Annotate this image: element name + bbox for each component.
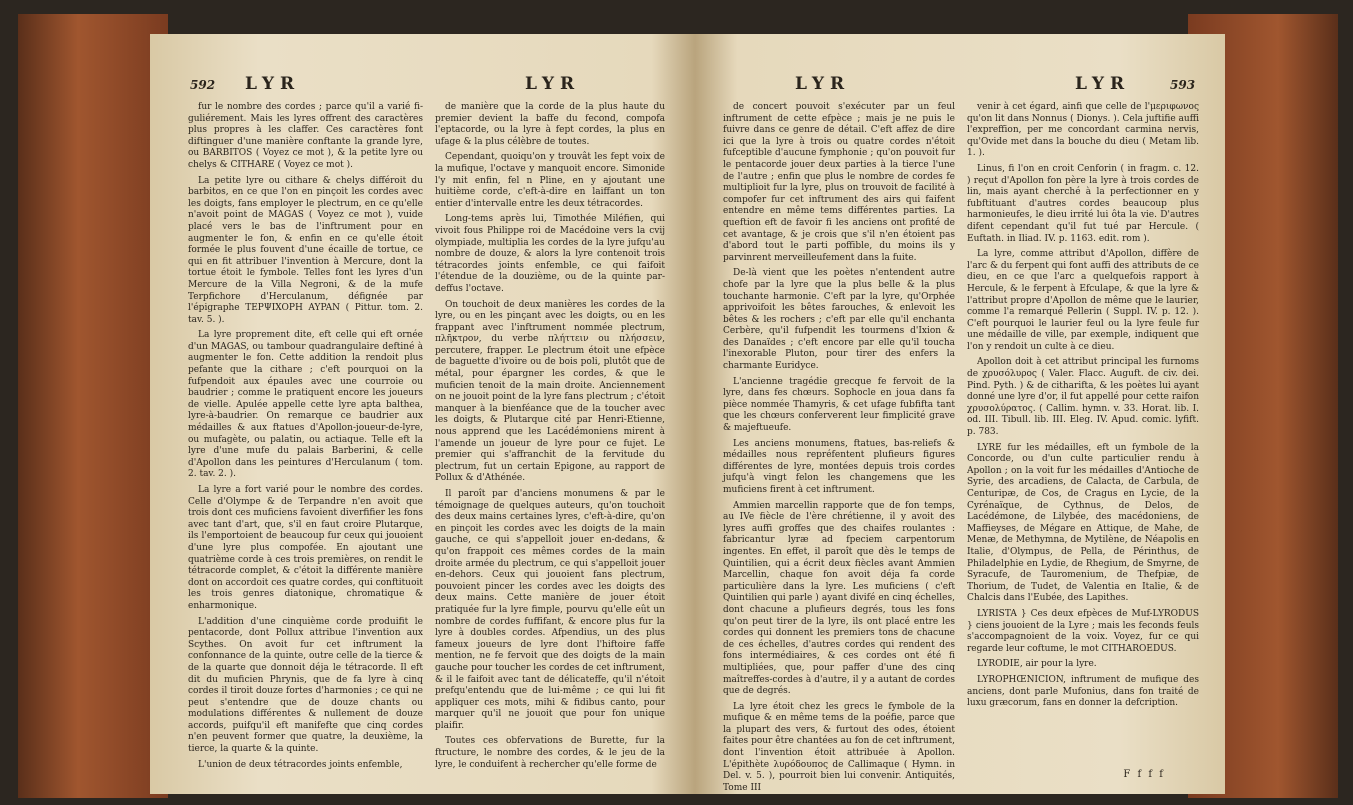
paragraph: Linus, fi l'on en croit Cenforin ( in fragm. c. 12. ) reçut d'Apollon fon père la lyre à trois cordes de lin, mais ayant cherché à la perfectionner en y fubftituant d'autres cordes beaucoup plus harmonieufes, le dieu irrité lui ôta la vie. D'autres difent cependant qu'il fut tué par Hercule. ( Euftath. in Iliad. IV. p. 1163. edit. rom ). <box>967 163 1199 244</box>
paragraph: L'addition d'une cinquième corde produifit le pentacorde, dont Pollux attribue l'invention aux Scythes. On avoit fur cet inftrument la confonnance de la quinte, outre celle de la tierce & de la quarte que donnoit déja le tétracorde. Il eft dit du muficien Phrynis, que de fa lyre à cinq cordes il tiroit douze fortes d'harmonies ; ce qui ne peut s'entendre que de douze chants ou modulations différentes & nullement de douze accords, puifqu'il eft manifefte que cinq cordes n'en peuvent former que quatre, la deuxième, la tierce, la quarte & la quinte. <box>188 616 423 755</box>
right-page <box>695 34 1225 794</box>
paragraph: Il paroît par d'anciens monumens & par le témoignage de quelques auteurs, qu'on touchoit des deux mains certaines lyres, c'eft-à-dire, qu'on en pinçoit les cordes avec les doigts de la main gauche, ce qui s'appelloit jouer en-dedans, & qu'on frappoit ces mêmes cordes de la main droite armée du plectrum, ce qui s'appelloit jouer en-dehors. Ceux qui jouoient fans plectrum, pouvoient pincer les cordes avec les doigts des deux mains. Cette manière de jouer étoit pratiquée fur la lyre fimple, pourvu qu'elle eût un nombre de cordes fuffifant, & encore plus fur la lyre à doubles cordes. Afpendius, un des plus fameux joueurs de lyre dont l'hiftoire faffe mention, ne fe fervoit que des doigts de la main gauche pour toucher les cordes de cet inftrument, & il le faifoit avec tant de délicateffe, qu'il n'étoit prefqu'entendu que de lui-même ; ce qui lui fit appliquer ces mots, mihi & fidibus canto, pour marquer qu'il ne jouoit que pour fon unique plaifir. <box>435 489 665 731</box>
signature-mark: F f f f <box>1123 769 1165 780</box>
paragraph: fur le nombre des cordes ; parce qu'il a varié fi-guliérement. Mais les lyres offrent des caractères plus propres à les claffer. Ces caractères font diftinguer d'une manière conftante la grande lyre, ou BARBITOS ( Voyez ce mot ), & la petite lyre ou chelys & CITHARE ( Voyez ce mot ). <box>188 102 423 170</box>
text-column-2 <box>435 102 665 772</box>
left-page <box>150 34 695 794</box>
running-head-right: LYR <box>525 74 581 94</box>
text-column-2 <box>967 102 1199 772</box>
paragraph: LYRISTA } Ces deux efpèces de Muf-LYRODUS } ciens jouoient de la Lyre ; mais les feconds feuls s'accompagnoient de la voix. Voyez, fur ce qui regarde leur coftume, le mot CITHAROEDUS. <box>967 608 1199 654</box>
paragraph: La lyre proprement dite, eft celle qui eft ornée d'un MAGAS, ou tambour quadrangulaire deftiné à augmenter le fon. Cette addition la rendoit plus pefante que la cithare ; c'eft pourquoi on la fufpendoit aux épaules avec une courroie ou baudrier ; comme le pratiquent encore les joueurs de vielle. Apulée appelle cette lyre apta balthea, lyre-à-baudrier. On remarque ce baudrier aux médailles & aux ftatues d'Apollon-joueur-de-lyre, ou mufagète, ou palatin, ou actiaque. Telle eft la lyre d'une mufe du palais Barberini, & celle d'Apollon dans les peintures d'Herculanum ( tom. 2. tav. 2. ). <box>188 330 423 480</box>
paragraph: de manière que la corde de la plus haute du premier devient la baffe du fecond, compofa l'eptacorde, ou la lyre à fept cordes, la plus en ufage & la plus célèbre de toutes. <box>435 102 665 147</box>
paragraph: Cependant, quoiqu'on y trouvât les fept voix de la mufique, l'octave y manquoit encore. Simonide l'y mit enfin, fel n Pline, en y ajoutant une huitième corde, c'eft-à-dire en laiffant un ton entier d'intervalle entre les deux tétracordes. <box>435 152 665 209</box>
paragraph: Apollon doit à cet attribut principal les furnoms de χρυσόλυρος ( Valer. Flacc. Auguft. de civ. dei. Pind. Pyth. ) & de citharifta, & les poètes lui ayant donné une lyre d'or, il fut appellé pour cette raifon χρυσολύρατος. ( Callim. hymn. v. 33. Horat. lib. I. od. III. Tibull. lib. III. Eleg. IV. Apud. comic. lyfift. p. 783. <box>967 357 1199 438</box>
paragraph: La petite lyre ou cithare & chelys différoit du barbitos, en ce que l'on en pinçoit les cordes avec les doigts, fans employer le plectrum, en ce qu'elle n'avoit point de MAGAS ( Voyez ce mot ), vuide placé vers le bas de l'inftrument pour en augmenter le fon, & enfin en ce qu'elle étoit formée le plus fouvent d'une écaille de tortue, ce qui en fit attribuer l'invention à Mercure, dont la tortue étoit le fymbole. Telles font les lyres d'un Mercure de la Villa Negroni, & de la mufe Terpfichore d'Herculanum, défignée par l'épigraphe TEPΨIXOPH AYPAN ( Pittur. tom. 2. tav. 5. ). <box>188 175 423 325</box>
page-number: 593 <box>1170 78 1196 92</box>
paragraph: La lyre étoit chez les grecs le fymbole de la mufique & en même tems de la poéfie, parce que la plupart des vers, & furtout des odes, étoient faites pour être chantées au fon de cet inftrument, dont l'invention étoit attribuée à Apollon. L'épithète λυρόδουπος de Callimaque ( Hymn. in Del. v. 5. ), pourroit bien lui convenir. Antiquités, Tome III <box>723 701 955 793</box>
text-column-1 <box>723 102 955 793</box>
text-column-1 <box>188 102 423 772</box>
paragraph: Les anciens monumens, ftatues, bas-reliefs & médailles nous repréfentent plufieurs figures différentes de lyre, montées depuis trois cordes jufqu'à vingt felon les changemens que les muficiens firent à cet inftrument. <box>723 438 955 495</box>
paragraph: LYRE fur les médailles, eft un fymbole de la Concorde, ou d'un culte particulier rendu à Apollon ; on la voit fur les médailles d'Antioche de Syrie, des arcadiens, de Calacta, de Carbula, de Centuripæ, de Cos, de Cragus en Lycie, de la Cyrénaïque, de Cythnus, de Delos, de Lacédémone, de Lilybée, des macédoniens, de Maffieyses, de Mégare en Attique, de Mahe, de Menæ, de Methymna, de Mytilène, de Néapolis en Italie, d'Olympus, de Pella, de Périnthus, de Philadelphie en Lydie, de Rhegium, de Smyrne, de Syracufe, de Tauromenium, de Thefpiæ, de Thorium, de Tudet, de Valentia en Italie, & de Chalcis dans l'Eubée, des Lapithes. <box>967 442 1199 604</box>
paragraph: LYRODIE, air pour la lyre. <box>977 659 1097 670</box>
paragraph: L'union de deux tétracordes joints enfemble, <box>198 759 403 770</box>
page-number: 592 <box>190 78 216 92</box>
paragraph: Ammien marcellin rapporte que de fon temps, au IVe fiècle de l'ère chrétienne, il y avoit des lyres auffi groffes que des chaifes roulantes : fabricantur lyræ ad fpeciem carpentorum ingentes. En effet, il paroît que dès le temps de Quintilien, qui a écrit deux fiècles avant Ammien Marcellin, chaque fon avoit déja fa corde particulière dans la lyre. Les muficiens ( c'eft Quintilien qui parle ) ayant divifé en cinq échelles, dont chacune a plufieurs degrés, tous les fons qu'on peut tirer de la lyre, ils ont placé entre les cordes qui donnent les premiers tons de chacune de ces échelles, d'autres cordes qui rendent des fons intermédiaires, & ces cordes ont été fi multipliées, que, pour paffer d'une des cinq maîtreffes-cordes à d'autre, il y a autant de cordes que de degrés. <box>723 500 955 697</box>
book-edge-left <box>18 14 168 798</box>
running-head-right: LYR <box>1075 74 1131 94</box>
running-head-left: LYR <box>795 74 851 94</box>
paragraph: On touchoit de deux manières les cordes de la lyre, ou en les pinçant avec les doigts, ou en les frappant avec l'inftrument nommée plectrum, πλῆκτρον, du verbe πλήττειν ou πλήσσειν, percutere, frapper. Le plectrum étoit une efpèce de baguette d'ivoire ou de bois poli, plutôt que de métal, pour épargner les cordes, & que le muficien tenoit de la main droite. Anciennement on ne jouoit point de la lyre fans plectrum ; c'étoit manquer à la bienféance que de la toucher avec les doigts, & Plutarque cité par Henri-Etienne, nous apprend que les Lacédémoniens mirent à l'amende un joueur de lyre pour ce fujet. Le premier qui s'affranchit de la fervitude du plectrum, fut un certain Epigone, au rapport de Pollux & d'Athénée. <box>435 299 665 484</box>
paragraph: Toutes ces obfervations de Burette, fur la ftructure, le nombre des cordes, & le jeu de la lyre, le conduifent à rechercher qu'elle forme de <box>435 736 665 770</box>
paragraph: venir à cet égard, ainfi que celle de l'μεριφωνος qu'on lit dans Nonnus ( Dionys. ). Cela juftifie auffi l'expreffion, per me concordant carmina nervis, qu'Ovide met dans la bouche du dieu ( Metam lib. 1. ). <box>967 102 1199 159</box>
paragraph: La lyre, comme attribut d'Apollon, diffère de l'arc & du ferpent qui font auffi des attributs de ce dieu, en ce que l'arc a quelquefois rapport à Hercule, & le ferpent à Efculape, & que la lyre & l'attribut propre d'Apollon de même que le laurier, comme l'a remarqué Pellerin ( Suppl. IV. p. 12. ). C'eft pourquoi le laurier feul ou la lyre feule fur une médaille de ville, par exemple, indiquent que l'on y rendoit un culte à ce dieu. <box>967 249 1199 352</box>
paragraph: De-là vient que les poètes n'entendent autre chofe par la lyre que la plus belle & la plus touchante harmonie. C'eft par la lyre, qu'Orphée apprivoifoit les bêtes farouches, & enlevoit les bêtes & les rochers ; c'eft par elle qu'il enchanta Cerbère, qu'il fufpendit les tourmens d'Ixion & des Danaïdes ; c'eft encore par elle qu'il toucha l'inexorable Pluton, pour tirer des enfers la charmante Euridyce. <box>723 268 955 372</box>
open-book <box>18 14 1338 798</box>
running-head-left: LYR <box>245 74 301 94</box>
paragraph: L'ancienne tragédie grecque fe fervoit de la lyre, dans fes chœurs. Sophocle en joua dans fa pièce nommée Thamyris, & cet ufage fubfifta tant que les chœurs conferverent leur fimplicité grave & majeftueufe. <box>723 376 955 434</box>
paragraph: La lyre a fort varié pour le nombre des cordes. Celle d'Olympe & de Terpandre n'en avoit que trois dont ces muficiens favoient diverfifier les fons avec tant d'art, que, s'il en faut croire Plutarque, ils l'emportoient de beaucoup fur ceux qui jouoient d'une lyre plus compofée. En ajoutant une quatrième corde à ces trois premières, on rendit le tétracorde complet, & c'étoit la différente manière dont on accordoit ces quatre cordes, qui conftituoit les trois genres diatonique, chromatique & enharmonique. <box>188 485 424 611</box>
paragraph: Long-tems après lui, Timothée Miléfien, qui vivoit fous Philippe roi de Macédoine vers la cvij olympiade, multiplia les cordes de la lyre jufqu'au nombre de douze, & alors la lyre contenoit trois tétracordes joints enfemble, ce qui faifoit l'étendue de la douzième, ou de la quinte par-deffus l'octave. <box>435 214 665 294</box>
paragraph: de concert pouvoit s'exécuter par un feul inftrument de cette efpèce ; mais je ne puis le fuivre dans ce genre de détail. C'eft affez de dire ici que la lyre à trois ou quatre cordes n'étoit fufceptible d'aucune fymphonie ; qu'on pouvoit fur le pentacorde jouer deux parties à la tierce l'une de l'autre ; enfin que plus le nombre de cordes fe multiplioit fur la lyre, plus on trouvoit de facilité à compofer fur cet inftrument des airs qui faifent entendre en même tems différentes parties. La queftion eft de favoir fi les anciens ont profité de cet avantage, & je crois que s'il n'en étoient pas d'abord tout le parti poffible, du moins ils y parvinrent merveilleufement dans la fuite. <box>723 102 955 263</box>
paragraph: LYROPHŒNICION, inftrument de mufique des anciens, dont parle Mufonius, dans fon traité de luxu græcorum, fans en donner la defcription. <box>967 674 1199 709</box>
